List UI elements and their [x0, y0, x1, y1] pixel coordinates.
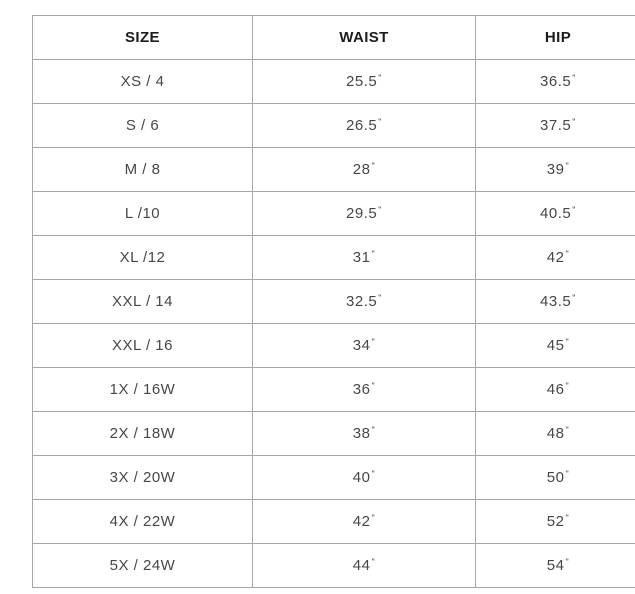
waist-cell	[253, 236, 476, 280]
hip-cell	[476, 368, 635, 412]
size-value: XL /12	[119, 249, 166, 266]
size-value: 1X / 16W	[109, 381, 176, 398]
hip-value: 40.5	[540, 205, 572, 222]
inch-mark: "	[572, 117, 576, 127]
inch-mark: "	[371, 557, 376, 567]
inch-mark: "	[371, 513, 376, 523]
waist-value: 25.5	[346, 73, 378, 90]
inch-mark: "	[565, 337, 570, 347]
inch-mark: "	[565, 249, 570, 259]
inch-mark: "	[565, 425, 570, 435]
size-value: XXL / 16	[112, 337, 173, 354]
waist-value: 29.5	[346, 205, 378, 222]
inch-mark: "	[378, 73, 382, 83]
size-value: XS / 4	[120, 73, 165, 90]
hip-value: 43.5	[540, 293, 572, 310]
waist-value: 44	[352, 557, 371, 574]
waist-value: 36	[352, 381, 371, 398]
size-cell	[33, 236, 253, 280]
size-value: 5X / 24W	[109, 557, 176, 574]
waist-cell	[253, 104, 476, 148]
table-row	[33, 192, 635, 236]
size-value: 3X / 20W	[109, 469, 176, 486]
hip-cell	[476, 280, 635, 324]
hip-value: 37.5	[540, 117, 572, 134]
size-value: 2X / 18W	[109, 425, 176, 442]
waist-value: 38	[352, 425, 371, 442]
inch-mark: "	[565, 557, 570, 567]
size-cell	[33, 368, 253, 412]
hip-value: 45	[546, 337, 565, 354]
table-row	[33, 368, 635, 412]
waist-value: 26.5	[346, 117, 378, 134]
size-cell	[33, 280, 253, 324]
waist-value: 42	[352, 513, 371, 530]
table-row	[33, 280, 635, 324]
waist-value: 34	[352, 337, 371, 354]
table-row	[33, 544, 635, 588]
size-cell	[33, 324, 253, 368]
waist-value: 32.5	[346, 293, 378, 310]
waist-cell	[253, 192, 476, 236]
inch-mark: "	[565, 469, 570, 479]
size-value: L /10	[124, 205, 161, 222]
size-cell	[33, 148, 253, 192]
hip-value: 36.5	[540, 73, 572, 90]
table-row	[33, 60, 635, 104]
hip-value: 54	[546, 557, 565, 574]
waist-cell	[253, 368, 476, 412]
hip-cell	[476, 60, 635, 104]
inch-mark: "	[378, 205, 382, 215]
hip-cell	[476, 104, 635, 148]
waist-cell	[253, 500, 476, 544]
size-chart-table	[32, 15, 635, 588]
inch-mark: "	[371, 161, 376, 171]
hip-value: 52	[546, 513, 565, 530]
inch-mark: "	[371, 425, 376, 435]
size-cell	[33, 500, 253, 544]
waist-value: 40	[352, 469, 371, 486]
hip-cell	[476, 544, 635, 588]
inch-mark: "	[565, 513, 570, 523]
waist-cell	[253, 412, 476, 456]
hip-cell	[476, 412, 635, 456]
table-row	[33, 500, 635, 544]
inch-mark: "	[572, 205, 576, 215]
waist-cell	[253, 60, 476, 104]
size-value: XXL / 14	[112, 293, 173, 310]
table-row	[33, 104, 635, 148]
size-cell	[33, 60, 253, 104]
table-row	[33, 148, 635, 192]
inch-mark: "	[371, 337, 376, 347]
waist-value: 28	[352, 161, 371, 178]
waist-value: 31	[352, 249, 371, 266]
size-value: 4X / 22W	[109, 513, 176, 530]
size-cell	[33, 104, 253, 148]
inch-mark: "	[371, 249, 376, 259]
size-value: S / 6	[125, 117, 160, 134]
waist-cell	[253, 324, 476, 368]
hip-cell	[476, 456, 635, 500]
inch-mark: "	[565, 381, 570, 391]
inch-mark: "	[378, 293, 382, 303]
waist-cell	[253, 456, 476, 500]
hip-value: 42	[546, 249, 565, 266]
hip-value: 48	[546, 425, 565, 442]
size-cell	[33, 412, 253, 456]
hip-value: 39	[546, 161, 565, 178]
inch-mark: "	[565, 161, 570, 171]
hip-cell	[476, 324, 635, 368]
size-cell	[33, 456, 253, 500]
column-header-size: SIZE	[33, 16, 253, 60]
size-cell	[33, 192, 253, 236]
table-row	[33, 236, 635, 280]
inch-mark: "	[371, 381, 376, 391]
hip-cell	[476, 192, 635, 236]
column-header-hip: HIP	[476, 16, 635, 60]
inch-mark: "	[572, 293, 576, 303]
waist-cell	[253, 280, 476, 324]
hip-cell	[476, 148, 635, 192]
waist-cell	[253, 148, 476, 192]
inch-mark: "	[371, 469, 376, 479]
size-cell	[33, 544, 253, 588]
header-row	[33, 16, 635, 60]
table-row	[33, 412, 635, 456]
hip-value: 50	[546, 469, 565, 486]
column-header-waist: WAIST	[253, 16, 476, 60]
inch-mark: "	[378, 117, 382, 127]
size-value: M / 8	[124, 161, 161, 178]
hip-cell	[476, 500, 635, 544]
inch-mark: "	[572, 73, 576, 83]
hip-cell	[476, 236, 635, 280]
table-row	[33, 324, 635, 368]
table-row	[33, 456, 635, 500]
hip-value: 46	[546, 381, 565, 398]
waist-cell	[253, 544, 476, 588]
